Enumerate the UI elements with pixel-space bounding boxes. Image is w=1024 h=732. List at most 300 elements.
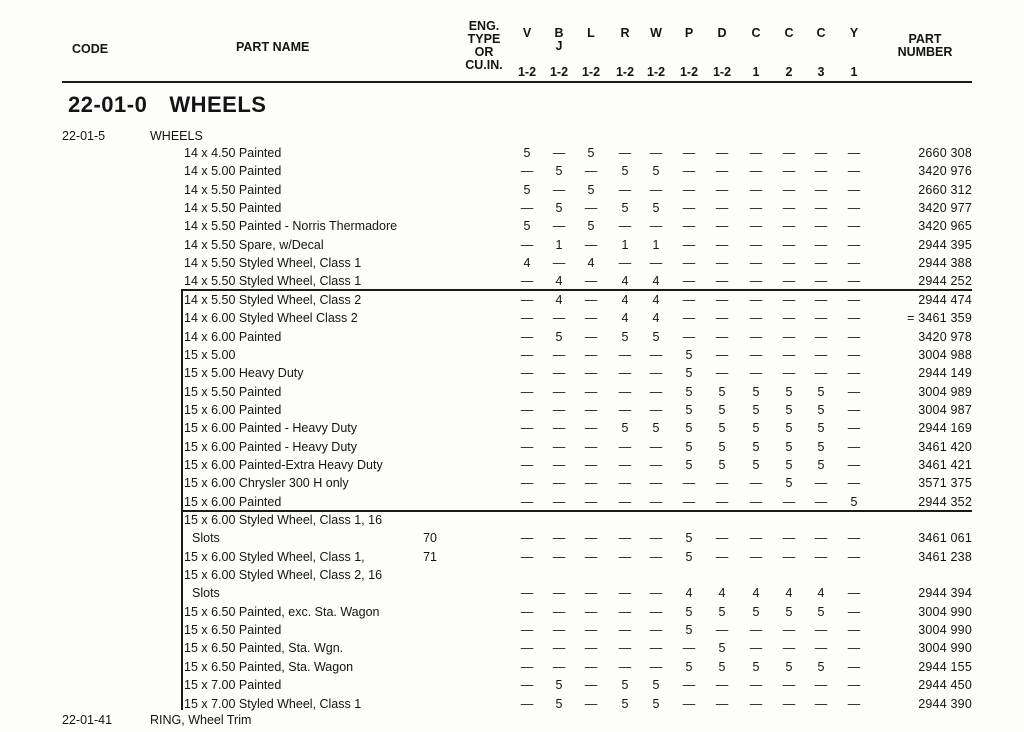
model-quantity: — <box>715 164 729 179</box>
model-quantity: — <box>520 347 534 362</box>
model-letter: D <box>717 26 727 40</box>
model-quantity: 5 <box>785 604 793 619</box>
model-quantity: — <box>847 201 861 216</box>
model-quantity: — <box>520 641 534 656</box>
table-row <box>0 164 1024 182</box>
model-quantity: 5 <box>555 696 563 711</box>
model-quantity: — <box>749 531 763 546</box>
model-quantity: 4 <box>752 586 760 601</box>
model-quantity: — <box>520 604 534 619</box>
model-letter: L <box>587 26 595 40</box>
model-quantity: — <box>520 402 534 417</box>
model-quantity: — <box>618 347 632 362</box>
model-quantity: 4 <box>555 274 563 289</box>
model-quantity: — <box>520 329 534 344</box>
header-pn-line: NUMBER <box>897 45 953 59</box>
model-quantity: — <box>814 549 828 564</box>
table-row <box>0 366 1024 384</box>
part-number: 2944 388 <box>918 256 972 271</box>
model-quantity: — <box>782 347 796 362</box>
model-quantity: 5 <box>752 604 760 619</box>
model-quantity: — <box>649 531 663 546</box>
model-column-header <box>545 27 573 79</box>
model-column-header <box>513 27 541 79</box>
model-quantity: 5 <box>587 219 595 234</box>
model-quantity: — <box>584 237 598 252</box>
model-quantity: 5 <box>718 384 726 399</box>
part-number: 2660 312 <box>918 182 972 197</box>
bracket-rule <box>181 510 183 710</box>
model-quantity: — <box>814 256 828 271</box>
part-name: 15 x 6.50 Painted, Sta. Wagon <box>184 659 354 674</box>
model-column-header <box>708 27 736 79</box>
model-series: 3 <box>817 65 825 79</box>
table-row <box>0 403 1024 421</box>
group-name: WHEELS <box>150 129 203 143</box>
model-letter: V <box>522 26 532 40</box>
model-quantity: 5 <box>523 219 531 234</box>
model-quantity: — <box>649 256 663 271</box>
model-quantity: — <box>847 347 861 362</box>
model-quantity: — <box>584 347 598 362</box>
model-quantity: 4 <box>718 586 726 601</box>
model-series: 1-2 <box>581 65 601 79</box>
model-quantity: — <box>520 659 534 674</box>
model-quantity: — <box>682 256 696 271</box>
part-number: 2944 390 <box>918 696 972 711</box>
table-row <box>0 660 1024 678</box>
model-quantity: 5 <box>785 457 793 472</box>
part-number: 2944 395 <box>918 237 972 252</box>
model-letter: R <box>620 26 630 40</box>
section-code: 22-01-0 <box>68 92 148 117</box>
model-quantity: 5 <box>718 604 726 619</box>
header-part-name: PART NAME <box>236 40 310 54</box>
model-quantity: 5 <box>817 439 825 454</box>
model-quantity: — <box>715 201 729 216</box>
model-quantity: — <box>520 292 534 307</box>
model-quantity: — <box>520 494 534 509</box>
model-quantity: 5 <box>685 384 693 399</box>
model-quantity: 5 <box>587 182 595 197</box>
model-quantity: 5 <box>685 531 693 546</box>
model-letter: C <box>784 26 794 40</box>
model-quantity: — <box>847 274 861 289</box>
model-quantity: 5 <box>621 678 629 693</box>
model-quantity: — <box>584 604 598 619</box>
model-quantity: — <box>552 366 566 381</box>
eng-type: 70 <box>423 531 437 546</box>
model-quantity: — <box>520 274 534 289</box>
part-number: 3004 990 <box>918 623 972 638</box>
model-quantity: 4 <box>785 586 793 601</box>
part-number: 3004 987 <box>918 402 972 417</box>
part-name: 14 x 6.00 Painted <box>184 329 282 344</box>
model-quantity: 5 <box>685 623 693 638</box>
part-number: 3461 238 <box>918 549 972 564</box>
model-quantity: 4 <box>621 311 629 326</box>
model-quantity: — <box>552 219 566 234</box>
model-quantity: — <box>552 384 566 399</box>
model-quantity: — <box>584 549 598 564</box>
part-number: 2944 450 <box>918 678 972 693</box>
model-quantity: — <box>649 641 663 656</box>
table-row <box>0 550 1024 568</box>
model-quantity: — <box>814 494 828 509</box>
model-quantity: — <box>782 531 796 546</box>
model-quantity: — <box>520 384 534 399</box>
part-number: 3420 978 <box>918 329 972 344</box>
model-quantity: — <box>584 494 598 509</box>
model-quantity: 5 <box>785 476 793 491</box>
table-row <box>0 183 1024 201</box>
model-quantity: — <box>749 623 763 638</box>
model-quantity: 5 <box>587 146 595 160</box>
model-quantity: 5 <box>555 678 563 693</box>
model-quantity: 5 <box>752 659 760 674</box>
model-quantity: — <box>649 604 663 619</box>
model-quantity: 5 <box>652 696 660 711</box>
model-quantity: — <box>584 311 598 326</box>
model-quantity: — <box>715 623 729 638</box>
model-quantity: — <box>682 311 696 326</box>
part-number: 2944 474 <box>918 292 972 307</box>
model-quantity: 5 <box>685 457 693 472</box>
model-quantity: 5 <box>621 164 629 179</box>
part-number: 2944 155 <box>918 659 972 674</box>
model-quantity: — <box>618 457 632 472</box>
model-quantity: — <box>782 366 796 381</box>
model-quantity: — <box>814 531 828 546</box>
model-quantity: — <box>847 146 861 160</box>
model-quantity: 4 <box>652 274 660 289</box>
part-name: 14 x 4.50 Painted <box>184 146 282 160</box>
table-row <box>0 697 1024 715</box>
table-row <box>0 293 1024 311</box>
model-quantity: — <box>520 439 534 454</box>
part-name: 14 x 5.50 Styled Wheel, Class 1 <box>184 274 362 289</box>
model-quantity: — <box>749 256 763 271</box>
model-quantity: — <box>520 531 534 546</box>
model-quantity: 4 <box>555 292 563 307</box>
table-row <box>0 623 1024 641</box>
table-row <box>0 201 1024 219</box>
model-quantity: — <box>749 311 763 326</box>
model-quantity: — <box>618 366 632 381</box>
model-quantity: — <box>847 659 861 674</box>
model-quantity: — <box>814 366 828 381</box>
header-pn-line: PART <box>908 32 942 46</box>
model-quantity: — <box>520 549 534 564</box>
model-quantity: — <box>814 201 828 216</box>
model-quantity: — <box>649 586 663 601</box>
model-quantity: — <box>649 402 663 417</box>
model-quantity: — <box>749 274 763 289</box>
model-quantity: — <box>618 219 632 234</box>
model-quantity: 5 <box>555 329 563 344</box>
model-quantity: 4 <box>652 292 660 307</box>
model-quantity: — <box>552 256 566 271</box>
model-quantity: — <box>847 549 861 564</box>
part-number: 3004 989 <box>918 384 972 399</box>
model-quantity: 5 <box>785 384 793 399</box>
model-quantity: — <box>649 476 663 491</box>
model-quantity: — <box>847 678 861 693</box>
model-quantity: 5 <box>685 549 693 564</box>
part-number: 2944 149 <box>918 366 972 381</box>
model-quantity: — <box>814 146 828 160</box>
part-number: 2944 169 <box>918 421 972 436</box>
model-quantity: — <box>814 182 828 197</box>
part-name: 15 x 6.00 Styled Wheel, Class 1, <box>184 549 365 564</box>
model-quantity: — <box>749 164 763 179</box>
header-eng-type <box>456 20 512 72</box>
model-quantity: — <box>618 586 632 601</box>
model-quantity: — <box>584 586 598 601</box>
model-quantity: — <box>520 237 534 252</box>
model-quantity: — <box>584 476 598 491</box>
model-quantity: — <box>649 439 663 454</box>
model-quantity: — <box>649 623 663 638</box>
table-row <box>0 385 1024 403</box>
model-quantity: — <box>847 384 861 399</box>
model-quantity: 5 <box>785 439 793 454</box>
model-quantity: — <box>552 641 566 656</box>
model-quantity: — <box>682 201 696 216</box>
model-quantity: 4 <box>652 311 660 326</box>
model-quantity: — <box>682 146 696 160</box>
part-number: 3420 965 <box>918 219 972 234</box>
model-series: 1-2 <box>615 65 635 79</box>
part-number: 3420 976 <box>918 164 972 179</box>
model-quantity: — <box>715 678 729 693</box>
model-quantity: 5 <box>752 421 760 436</box>
model-quantity: 5 <box>718 457 726 472</box>
model-quantity: — <box>847 182 861 197</box>
model-quantity: — <box>584 164 598 179</box>
table-row <box>0 678 1024 696</box>
model-quantity: — <box>847 457 861 472</box>
model-quantity: — <box>618 604 632 619</box>
model-quantity: 5 <box>817 421 825 436</box>
model-quantity: — <box>814 237 828 252</box>
model-quantity: — <box>618 256 632 271</box>
model-quantity: — <box>584 659 598 674</box>
model-quantity: — <box>814 311 828 326</box>
model-quantity: 5 <box>652 164 660 179</box>
part-name: Slots <box>192 531 220 546</box>
model-quantity: 5 <box>685 347 693 362</box>
part-name: 14 x 5.50 Painted <box>184 201 282 216</box>
model-quantity: — <box>618 641 632 656</box>
model-quantity: — <box>649 366 663 381</box>
model-quantity: — <box>649 494 663 509</box>
model-quantity: — <box>618 494 632 509</box>
model-series: 2 <box>785 65 793 79</box>
model-quantity: — <box>618 549 632 564</box>
model-quantity: 4 <box>685 586 693 601</box>
model-series: 1-2 <box>679 65 699 79</box>
model-quantity: — <box>715 182 729 197</box>
model-quantity: 5 <box>785 421 793 436</box>
header-code: CODE <box>72 42 109 56</box>
model-quantity: — <box>715 256 729 271</box>
table-row <box>0 513 1024 531</box>
table-row <box>0 476 1024 494</box>
model-quantity: — <box>847 531 861 546</box>
model-quantity: — <box>520 421 534 436</box>
model-quantity: — <box>715 292 729 307</box>
part-number: 3461 421 <box>918 457 972 472</box>
model-quantity: — <box>649 347 663 362</box>
model-quantity: — <box>552 146 566 160</box>
model-quantity: — <box>584 384 598 399</box>
model-quantity: — <box>847 439 861 454</box>
model-column-header <box>675 27 703 79</box>
model-quantity: — <box>520 457 534 472</box>
model-quantity: — <box>584 274 598 289</box>
model-quantity: — <box>682 641 696 656</box>
model-quantity: — <box>682 476 696 491</box>
part-number: 2944 252 <box>918 274 972 289</box>
model-quantity: — <box>618 439 632 454</box>
model-quantity: 5 <box>752 439 760 454</box>
table-row <box>0 586 1024 604</box>
model-quantity: — <box>520 164 534 179</box>
model-quantity: — <box>749 182 763 197</box>
model-quantity: — <box>782 274 796 289</box>
model-quantity: — <box>749 696 763 711</box>
model-quantity: 5 <box>652 201 660 216</box>
model-quantity: — <box>847 586 861 601</box>
model-sub-letter: J <box>555 39 563 53</box>
model-quantity: 5 <box>850 494 858 509</box>
model-quantity: — <box>715 494 729 509</box>
model-quantity: — <box>749 494 763 509</box>
table-row <box>0 641 1024 659</box>
model-quantity: 5 <box>718 439 726 454</box>
model-quantity: — <box>520 366 534 381</box>
model-quantity: — <box>552 457 566 472</box>
model-quantity: — <box>847 164 861 179</box>
model-quantity: — <box>782 219 796 234</box>
model-letter: Y <box>849 26 859 40</box>
part-number: 3420 977 <box>918 201 972 216</box>
model-quantity: 5 <box>621 421 629 436</box>
model-quantity: — <box>715 274 729 289</box>
model-quantity: — <box>618 659 632 674</box>
model-series: 1-2 <box>712 65 732 79</box>
model-quantity: — <box>782 164 796 179</box>
model-quantity: 5 <box>685 439 693 454</box>
model-quantity: 4 <box>621 274 629 289</box>
model-quantity: — <box>552 476 566 491</box>
model-quantity: — <box>618 531 632 546</box>
model-quantity: 5 <box>555 201 563 216</box>
model-quantity: — <box>552 604 566 619</box>
part-name: 15 x 5.50 Painted <box>184 384 282 399</box>
model-quantity: — <box>552 182 566 197</box>
model-quantity: 1 <box>555 237 563 252</box>
model-quantity: — <box>715 549 729 564</box>
model-quantity: — <box>782 329 796 344</box>
model-letter: W <box>650 26 662 40</box>
model-quantity: — <box>782 146 796 160</box>
model-quantity: — <box>682 237 696 252</box>
model-quantity: — <box>682 274 696 289</box>
model-quantity: — <box>649 182 663 197</box>
model-quantity: — <box>847 366 861 381</box>
model-quantity: — <box>814 623 828 638</box>
table-row <box>0 146 1024 164</box>
model-quantity: — <box>552 531 566 546</box>
model-quantity: — <box>584 292 598 307</box>
model-quantity: — <box>682 494 696 509</box>
model-quantity: — <box>552 421 566 436</box>
model-quantity: — <box>782 549 796 564</box>
model-quantity: — <box>814 678 828 693</box>
model-quantity: — <box>520 201 534 216</box>
model-quantity: — <box>847 219 861 234</box>
part-name: 15 x 6.00 Chrysler 300 H only <box>184 476 349 491</box>
model-quantity: 4 <box>587 256 595 271</box>
model-quantity: 5 <box>621 329 629 344</box>
model-quantity: — <box>552 659 566 674</box>
model-quantity: — <box>814 641 828 656</box>
model-column-header <box>577 27 605 79</box>
model-quantity: — <box>584 439 598 454</box>
model-quantity: — <box>552 549 566 564</box>
model-quantity: — <box>649 146 663 160</box>
header-eng-line: CU.IN. <box>465 58 503 72</box>
model-quantity: — <box>749 476 763 491</box>
model-quantity: — <box>782 641 796 656</box>
model-quantity: — <box>584 531 598 546</box>
part-name: 14 x 5.50 Styled Wheel, Class 1 <box>184 256 362 271</box>
header-part-number <box>880 33 970 59</box>
model-series: 1 <box>752 65 760 79</box>
model-quantity: — <box>618 402 632 417</box>
model-quantity: 5 <box>817 659 825 674</box>
model-quantity: 5 <box>621 696 629 711</box>
model-quantity: — <box>782 182 796 197</box>
model-quantity: — <box>847 476 861 491</box>
box-rule <box>181 289 972 291</box>
model-quantity: — <box>520 311 534 326</box>
model-quantity: — <box>814 329 828 344</box>
model-quantity: — <box>584 421 598 436</box>
part-name: 15 x 5.00 Heavy Duty <box>184 366 304 381</box>
part-name: 15 x 6.50 Painted <box>184 623 282 638</box>
header-eng-line: ENG. <box>468 19 500 33</box>
table-row <box>0 348 1024 366</box>
table-row <box>0 531 1024 549</box>
model-quantity: — <box>782 201 796 216</box>
model-quantity: — <box>814 219 828 234</box>
model-quantity: 5 <box>718 421 726 436</box>
model-quantity: — <box>782 696 796 711</box>
model-quantity: — <box>782 623 796 638</box>
model-quantity: — <box>814 476 828 491</box>
model-quantity: — <box>682 292 696 307</box>
model-quantity: — <box>782 237 796 252</box>
model-quantity: 5 <box>817 402 825 417</box>
model-quantity: 4 <box>523 256 531 271</box>
model-quantity: — <box>782 678 796 693</box>
header-eng-line: TYPE <box>467 32 501 46</box>
model-quantity: — <box>847 696 861 711</box>
model-quantity: — <box>584 678 598 693</box>
